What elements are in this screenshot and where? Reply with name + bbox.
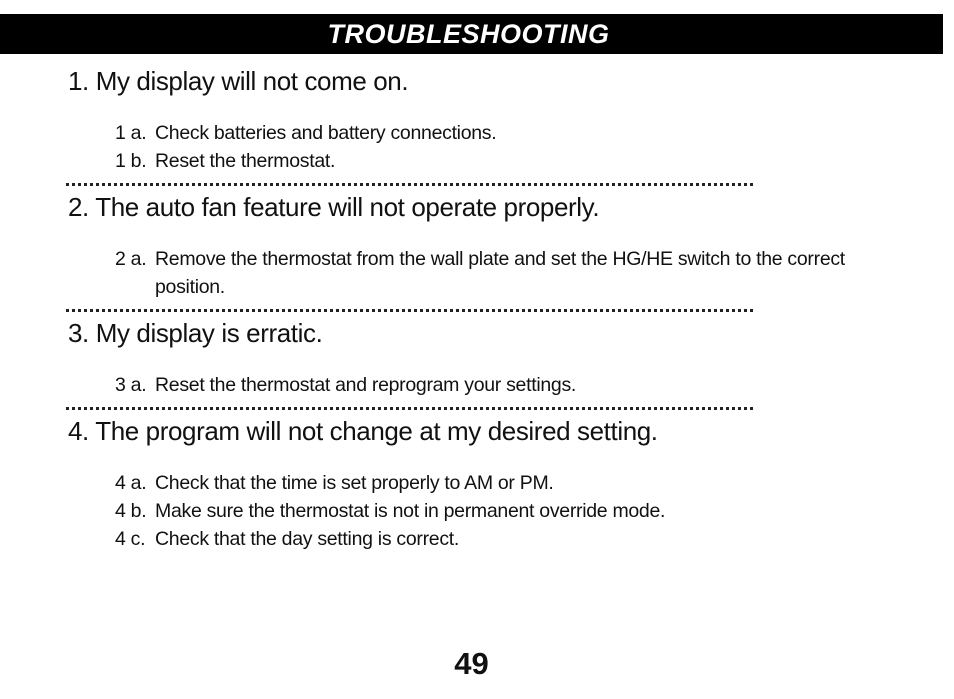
step-text: Reset the thermostat and reprogram your settings. — [155, 374, 577, 396]
troubleshooting-section-4 — [68, 414, 888, 553]
step-number: 2 a. — [115, 248, 147, 270]
troubleshooting-section-3 — [68, 316, 888, 399]
step-number: 1 b. — [115, 150, 147, 172]
step-text: Remove the thermostat from the wall plate and set the HG/HE switch to the correct position. — [155, 248, 845, 298]
step-item — [115, 497, 888, 525]
step-number: 4 c. — [115, 528, 146, 550]
step-text: Make sure the thermostat is not in permanent override mode. — [155, 500, 666, 522]
step-text: Check batteries and battery connections. — [155, 122, 497, 144]
step-item — [115, 245, 888, 301]
page-number: 49 — [454, 646, 489, 681]
step-text: Check that the time is set properly to AM or PM. — [155, 472, 554, 494]
step-number: 1 a. — [115, 122, 147, 144]
step-text: Reset the thermostat. — [155, 150, 336, 172]
step-list — [115, 371, 888, 399]
dotted-divider — [66, 407, 753, 410]
step-list — [115, 245, 888, 301]
step-item — [115, 147, 888, 175]
step-item — [115, 119, 888, 147]
troubleshooting-section-2 — [68, 190, 888, 301]
step-number: 4 b. — [115, 500, 147, 522]
dotted-divider — [66, 183, 753, 186]
step-number: 3 a. — [115, 374, 147, 396]
step-list — [115, 469, 888, 553]
section-title: 4. The program will not change at my desired setting. — [68, 416, 658, 446]
step-item — [115, 525, 888, 553]
header-bar — [0, 14, 943, 54]
troubleshooting-content — [68, 64, 888, 553]
step-item — [115, 371, 888, 399]
step-list — [115, 119, 888, 175]
dotted-divider — [66, 309, 753, 312]
section-title: 2. The auto fan feature will not operate properly. — [68, 192, 600, 222]
section-title: 3. My display is erratic. — [68, 318, 323, 348]
troubleshooting-section-1 — [68, 64, 888, 175]
section-title: 1. My display will not come on. — [68, 66, 409, 96]
step-item — [115, 469, 888, 497]
step-number: 4 a. — [115, 472, 147, 494]
page-title: TROUBLESHOOTING — [327, 18, 610, 49]
step-text: Check that the day setting is correct. — [155, 528, 459, 550]
